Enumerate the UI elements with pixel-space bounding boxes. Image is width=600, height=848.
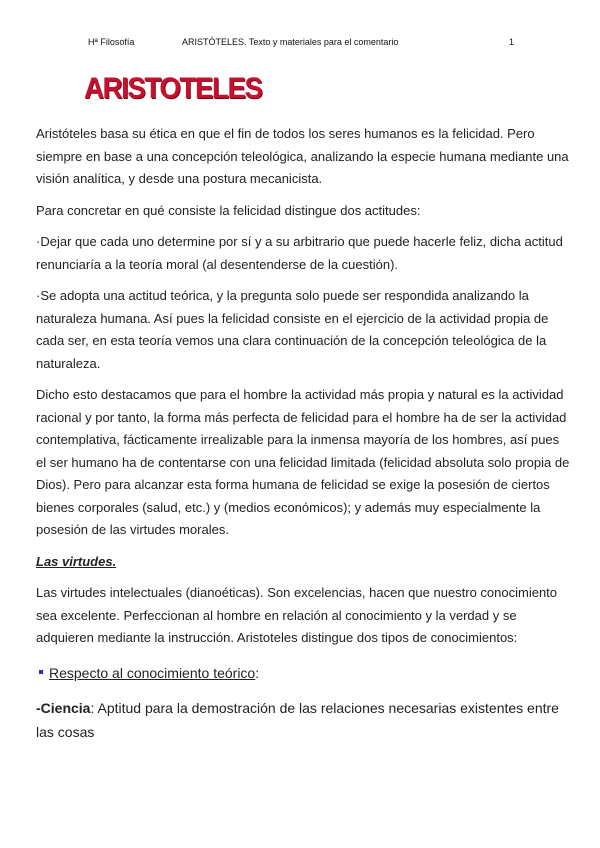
- paragraph-ethics-intro: Aristóteles basa su ética en que el fin de todos los seres humanos es la felicidad. Pero siempre en base a una concepción teleológica, analizando la especie humana mediante una visión analítica, y desde una postura mecanicista.: [36, 126, 569, 186]
- bullet-label: Respecto al conocimiento teórico: [49, 664, 256, 681]
- document-body: [36, 123, 571, 744]
- page-header: [0, 37, 600, 51]
- header-title: ARISTÓTELES. Texto y materiales para el comentario: [182, 37, 399, 47]
- term-ciencia-definition: : Aptitud para la demostración de las relaciones necesarias existentes entre las cosas: [36, 700, 559, 740]
- document-title: ARISTOTELES: [84, 72, 262, 105]
- bullet-square-icon: [39, 670, 43, 674]
- term-ciencia: -Ciencia: [36, 700, 91, 716]
- section-heading-virtudes: Las virtudes.: [36, 553, 117, 569]
- definition-ciencia: [36, 696, 571, 744]
- paragraph-intellectual-virtues: Las virtudes intelectuales (dianoéticas). Son excelencias, hacen que nuestro conocimiento sea excelente. Perfeccionan al hombre en relación al conocimiento y la verdad y se adquieren mediante la instrucción. Aristoteles distingue dos tipos de conocimientos:: [36, 585, 558, 645]
- bullet-suffix: :: [255, 664, 260, 681]
- paragraph-attitude-two: ·Se adopta una actitud teórica, y la pregunta solo puede ser respondida analizando la naturaleza humana. Así pues la felicidad consiste en el ejercicio de la actividad propia de cada ser, en esta teoría vemos una clara continuación de la concepción teleológica de la naturaleza.: [36, 288, 549, 371]
- paragraph-attitude-one: ·Dejar que cada uno determine por sí y a su arbitrario que puede hacerle feliz, dicha actitud renunciaría a la teoría moral (al desentenderse de la cuestión).: [36, 234, 563, 272]
- paragraph-contemplative-activity: Dicho esto destacamos que para el hombre la actividad más propia y natural es la actividad racional y por tanto, la forma más perfecta de felicidad para el hombre ha de ser la actividad contemplativa, fácticamente irrealizable para la inmensa mayoría de los hombres, así pues el ser humano ha de contentarse con una felicidad limitada (felicidad absoluta solo propia de Dios). Pero para alcanzar esta forma humana de felicidad se exige la posesión de ciertos bienes corporales (salud, etc.) y (medios económicos); y además muy especialmente la posesión de las virtudes morales.: [36, 387, 570, 537]
- page-number: 1: [509, 37, 515, 47]
- paragraph-two-attitudes: Para concretar en qué consiste la felicidad distingue dos actitudes:: [36, 202, 421, 218]
- header-subject: Hª Filosofía: [88, 37, 135, 47]
- bullet-theoretical-knowledge: [36, 662, 571, 685]
